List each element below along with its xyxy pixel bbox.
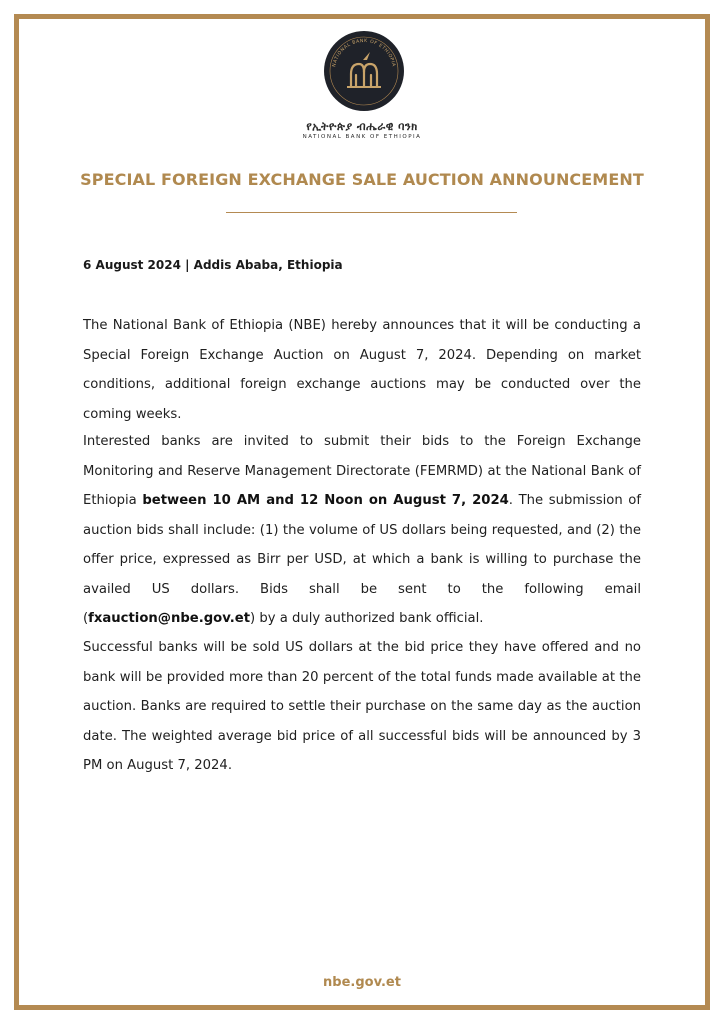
auction-email[interactable]: fxauction@nbe.gov.et xyxy=(88,611,251,626)
title-divider xyxy=(226,212,517,213)
footer-website-link[interactable]: nbe.gov.et xyxy=(323,975,401,990)
paragraph-bidding-text-3: ) by a duly authorized bank official. xyxy=(250,611,484,626)
bank-name-amharic: የኢትዮጵያ ብሔራዊ ባንክ xyxy=(306,120,418,133)
paragraph-intro: The National Bank of Ethiopia (NBE) hereby announces that it will be conducting a Special Foreign Exchange Auction on August 7, 2024. Depending on market conditions, additional foreign exchange auctions may be conducted over the coming weeks. xyxy=(83,318,641,422)
paragraph-bidding-text-2: . The submission of auction bids shall include: (1) the volume of US dollars being requested, and (2) the offer price, expressed as Birr per USD, at which a bank is willing to purchase the availed US dollars. Bids shall be sent to the following email ( xyxy=(83,493,642,626)
bank-name-english: NATIONAL BANK OF ETHIOPIA xyxy=(302,134,422,140)
paragraph-settlement: Successful banks will be sold US dollars at the bid price they have offered and no bank will be provided more than 20 percent of the total funds made available at the auction. Banks are required to settle their purchase on the same day as the auction date. The weighted average bid price of all successful bids will be announced by 3 PM on August 7, 2024. xyxy=(83,640,641,773)
nbe-logo xyxy=(323,30,405,112)
bidding-window: between 10 AM and 12 Noon on August 7, 2024 xyxy=(142,493,509,508)
dateline: 6 August 2024 | Addis Ababa, Ethiopia xyxy=(83,258,343,272)
page-title: SPECIAL FOREIGN EXCHANGE SALE AUCTION ANNOUNCEMENT xyxy=(80,170,644,189)
paragraph-bidding-text-1: Interested banks are invited to submit their bids to the Foreign Exchange Monitoring and Reserve Management Directorate (FEMRMD) at the National Bank of Ethiopia xyxy=(83,434,641,508)
svg-text:NATIONAL BANK OF ETHIOPIA: NATIONAL BANK OF ETHIOPIA xyxy=(332,38,396,68)
paragraph-bidding xyxy=(83,427,641,634)
